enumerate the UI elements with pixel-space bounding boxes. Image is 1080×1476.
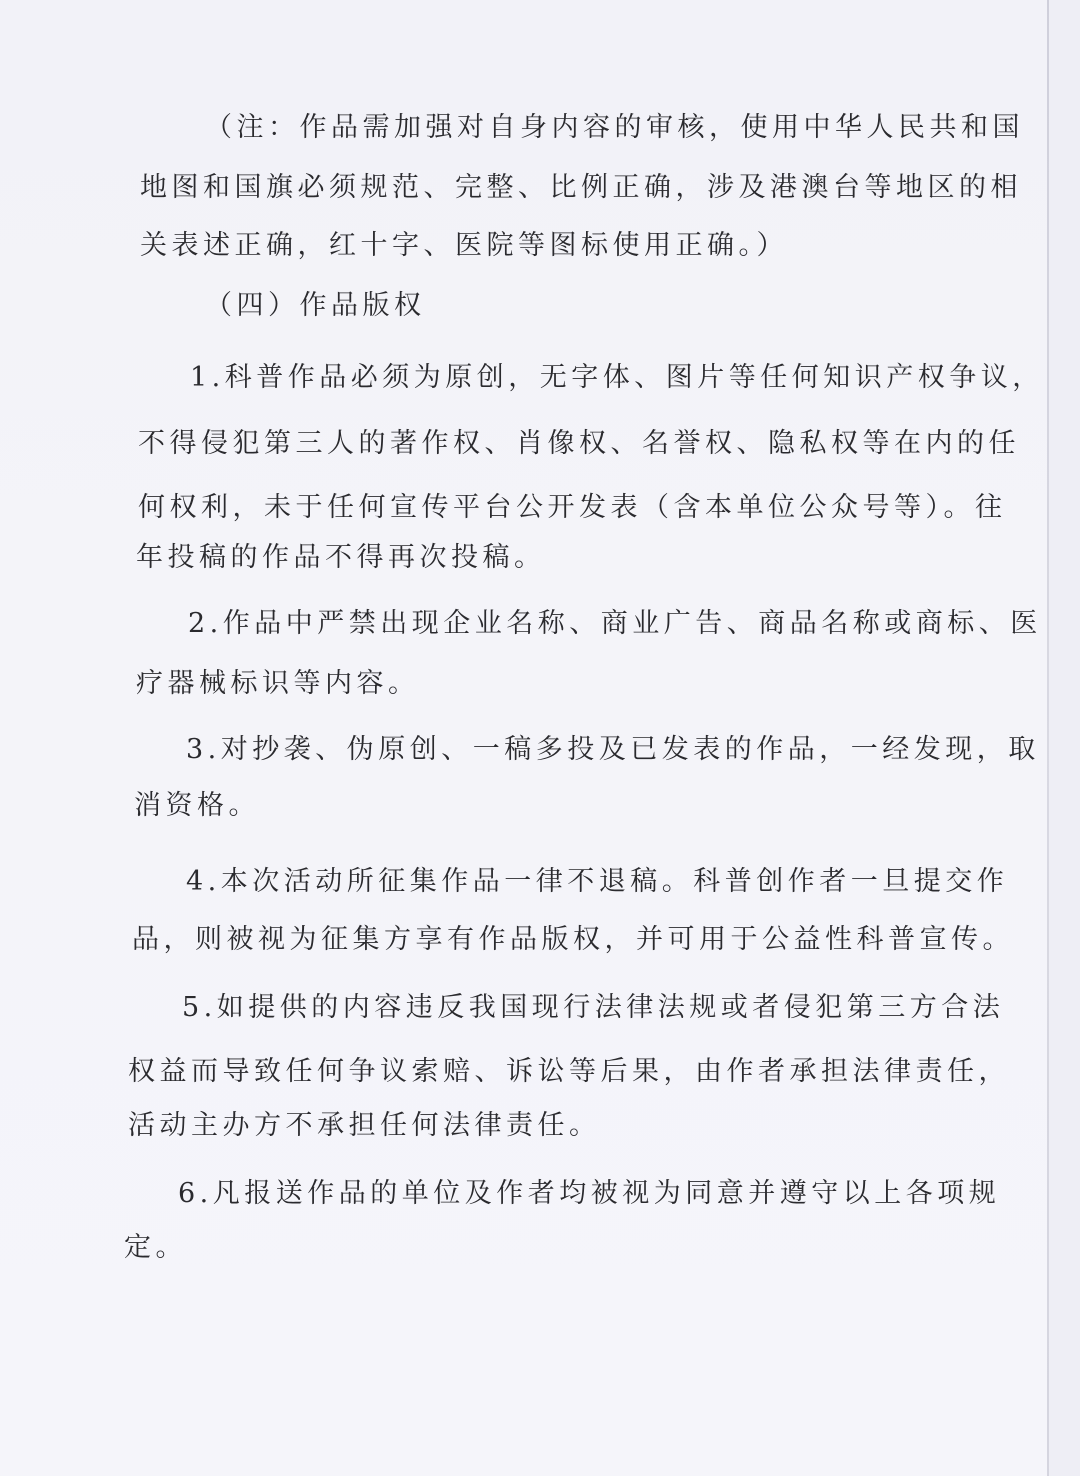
item-5-line-1: 5.如提供的内容违反我国现行法律法规或者侵犯第三方合法	[182, 992, 1005, 1023]
item-6-line-2: 定。	[124, 1232, 187, 1263]
item-3-line-1: 3.对抄袭、伪原创、一稿多投及已发表的作品，一经发现，取	[186, 734, 1040, 765]
item-5-line-3: 活动主办方不承担任何法律责任。	[128, 1110, 601, 1141]
note-line-3: 关表述正确，红十字、医院等图标使用正确。）	[140, 230, 788, 261]
item-1-line-3: 何权利，未于任何宣传平台公开发表（含本单位公众号等）。往	[138, 492, 1007, 523]
item-1-line-2: 不得侵犯第三人的著作权、肖像权、名誉权、隐私权等在内的任	[138, 428, 1020, 459]
item-4-line-2: 品，则被视为征集方享有作品版权，并可用于公益性科普宣传。	[132, 924, 1014, 955]
item-2-line-2: 疗器械标识等内容。	[136, 668, 420, 699]
item-4-line-1: 4.本次活动所征集作品一律不退稿。科普创作者一旦提交作	[186, 866, 1009, 897]
note-line-1: （注：作品需加强对自身内容的审核，使用中华人民共和国	[205, 112, 1024, 143]
page-margin-strip	[1049, 0, 1080, 1476]
item-1-line-1: 1.科普作品必须为原创，无字体、图片等任何知识产权争议，	[190, 362, 1044, 393]
item-5-line-2: 权益而导致任何争议索赔、诉讼等后果，由作者承担法律责任，	[128, 1056, 1010, 1087]
item-6-line-1: 6.凡报送作品的单位及作者均被视为同意并遵守以上各项规	[178, 1178, 1001, 1209]
item-1-line-4: 年投稿的作品不得再次投稿。	[136, 542, 546, 573]
item-2-line-1: 2.作品中严禁出现企业名称、商业广告、商品名称或商标、医	[188, 608, 1042, 639]
note-line-2: 地图和国旗必须规范、完整、比例正确，涉及港澳台等地区的相	[140, 172, 1022, 203]
item-3-line-2: 消资格。	[134, 790, 260, 821]
section-heading-copyright: （四）作品版权	[205, 290, 426, 321]
